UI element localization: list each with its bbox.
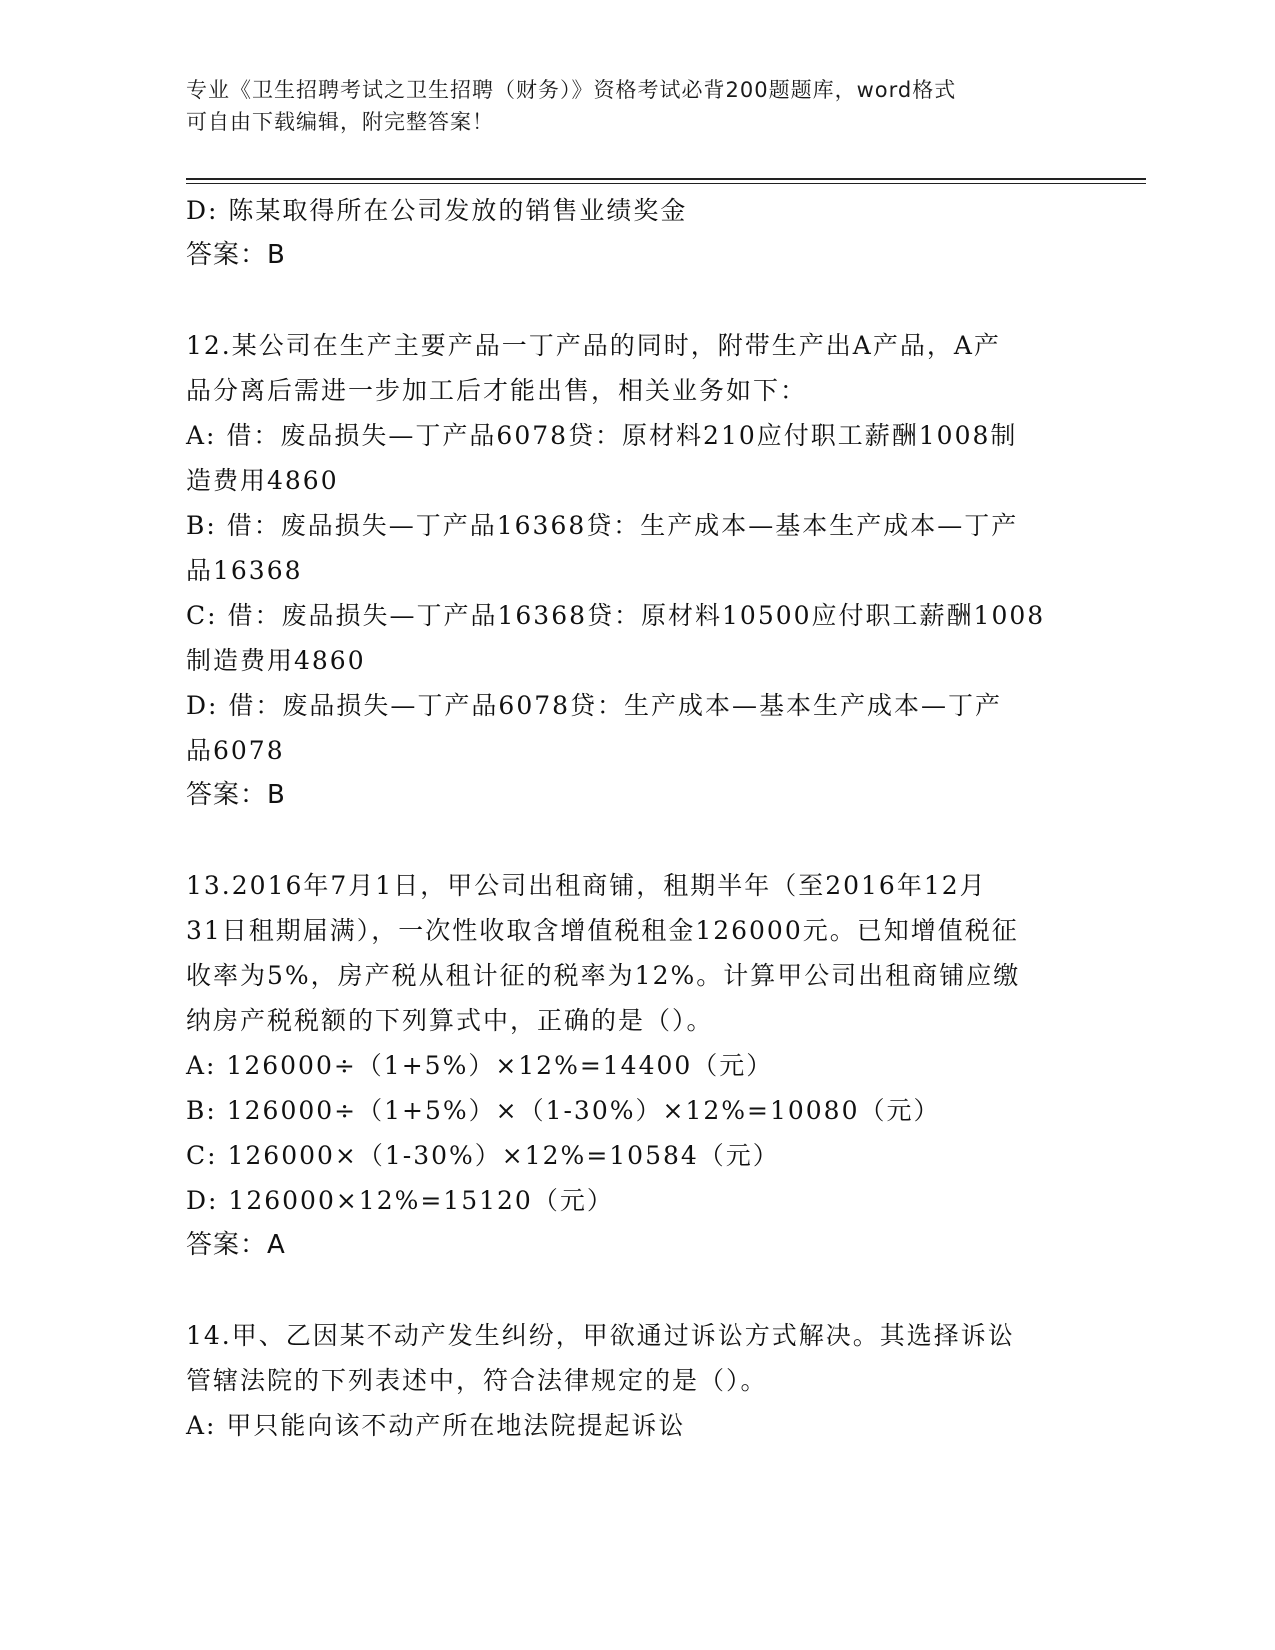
- question-stem-line: 31日租期届满），一次性收取含增值税租金126000元。已知增值税征: [186, 916, 1019, 945]
- option-d: D: 126000×12%=15120（元）: [186, 1186, 614, 1215]
- question-stem-line: 收率为5%，房产税从租计征的税率为12%。计算甲公司出租商铺应缴: [186, 961, 1021, 990]
- option-d: D: 借：废品损失—丁产品6078贷：生产成本—基本生产成本—丁产: [186, 691, 1003, 720]
- answer-line: 答案：B: [186, 240, 286, 270]
- header-rule-thick: [186, 178, 1146, 180]
- question-stem-line: 品分离后需进一步加工后才能出售，相关业务如下：: [186, 376, 808, 405]
- option-b-cont: 品16368: [186, 556, 303, 585]
- question-stem-line: 13.2016年7月1日，甲公司出租商铺，租期半年（至2016年12月: [186, 871, 987, 900]
- option-b: B: 126000÷（1+5%）×（1-30%）×12%=10080（元）: [186, 1096, 941, 1125]
- option-b: B: 借：废品损失—丁产品16368贷：生产成本—基本生产成本—丁产: [186, 511, 1019, 540]
- question-stem-line: 14.甲、乙因某不动产发生纠纷，甲欲通过诉讼方式解决。其选择诉讼: [186, 1321, 1015, 1350]
- question-13: [186, 863, 1086, 1268]
- option-c-cont: 制造费用4860: [186, 646, 366, 675]
- answer-line: 答案：B: [186, 780, 286, 810]
- header-line-2: 可自由下载编辑，附完整答案！: [186, 110, 494, 134]
- header-rule-thin: [186, 183, 1146, 184]
- option-a-cont: 造费用4860: [186, 466, 339, 495]
- document-body: [186, 188, 1086, 1448]
- question-stem-line: 12.某公司在生产主要产品一丁产品的同时，附带生产出A产品，A产: [186, 331, 1001, 360]
- option-d-cont: 品6078: [186, 736, 285, 765]
- spacer: [186, 278, 1086, 323]
- question-stem-line: 管辖法院的下列表述中，符合法律规定的是（）。: [186, 1366, 768, 1395]
- spacer: [186, 818, 1086, 863]
- answer-line: 答案：A: [186, 1230, 286, 1260]
- option-c: C: 借：废品损失—丁产品16368贷：原材料10500应付职工薪酬1008: [186, 601, 1046, 630]
- header-line-1: 专业《卫生招聘考试之卫生招聘（财务）》资格考试必背200题题库，word格式: [186, 78, 957, 102]
- question-stem-line: 纳房产税税额的下列算式中，正确的是（）。: [186, 1006, 714, 1035]
- question-12: [186, 323, 1086, 818]
- option-a: A: 借：废品损失—丁产品6078贷：原材料210应付职工薪酬1008制: [186, 421, 1018, 450]
- spacer: [186, 1268, 1086, 1313]
- option-d: D: 陈某取得所在公司发放的销售业绩奖金: [186, 196, 688, 225]
- option-a: A: 126000÷（1+5%）×12%=14400（元）: [186, 1051, 774, 1080]
- document-header: [186, 74, 1066, 138]
- option-a: A: 甲只能向该不动产所在地法院提起诉讼: [186, 1411, 686, 1440]
- option-c: C: 126000×（1-30%）×12%=10584（元）: [186, 1141, 780, 1170]
- question-14: [186, 1313, 1086, 1448]
- question-11-tail: [186, 188, 1086, 278]
